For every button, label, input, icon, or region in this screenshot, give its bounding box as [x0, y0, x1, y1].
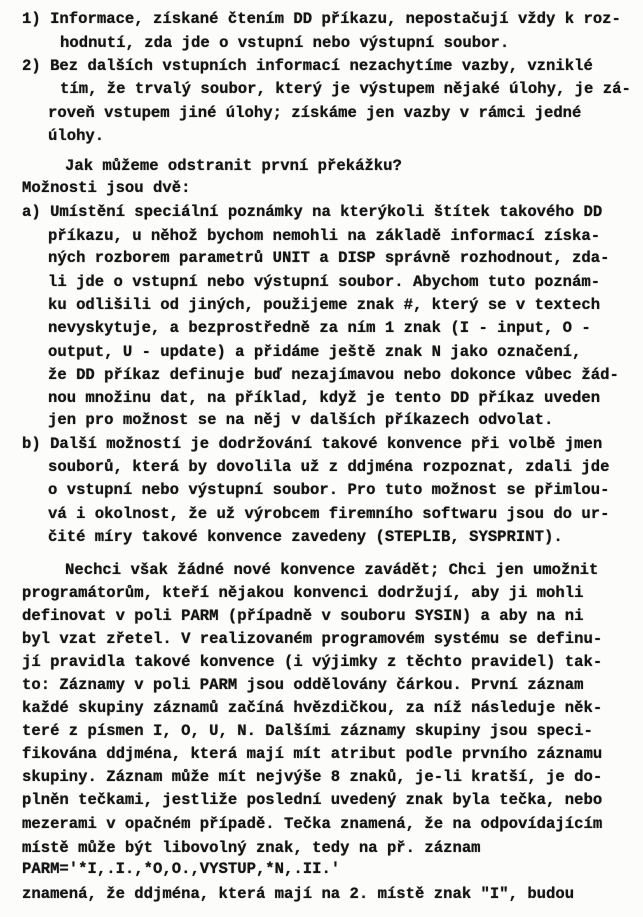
text-line: a) Umístění speciální poznámky na kterýkoli štítek takového DD [22, 203, 603, 221]
text-line: programátorům, kteří nějakou konvenci dodržují, aby ji mohli [22, 584, 584, 602]
text-line: definovat v poli PARM (případně v souboru SYSIN) a aby na ni [22, 607, 584, 625]
text-line: 1) Informace, získané čtením DD příkazu, nepostačují vždy k roz- [22, 10, 621, 28]
text-line: skupiny. Záznam může mít nejvýše 8 znaků, je-li kratší, je do- [22, 768, 603, 786]
text-line: vá i okolnost, že už výrobcem firemního softwaru jsou do ur- [48, 505, 610, 523]
text-line: čité míry takové konvence zavedeny (STEPLIB, SYSPRINT). [48, 528, 563, 546]
text-line: byl vzat zřetel. V realizovaném programovém systému se definu- [22, 630, 603, 648]
text-line: mezerami v opačném případě. Tečka znamená, že na odpovídajícím [22, 815, 603, 833]
text-line: roveň vstupem jiné úlohy; získáme jen vazby v rámci jedné [48, 104, 582, 122]
text-line: output, U - update) a přidáme ještě znak N jako označení, [48, 343, 582, 361]
text-line: 2) Bez dalších vstupních informací nezachytíme vazby, vzniklé [22, 57, 593, 75]
text-line: příkazu, u něhož bychom nemohli na základě informací získa- [48, 227, 601, 245]
text-line: plněn tečkami, jestliže poslední uvedený znak byla tečka, nebo [22, 791, 603, 809]
text-line: ných rozborem parametrů UNIT a DISP správně rozhodnout, zda- [48, 249, 610, 267]
text-line: ku odlišili od jiných, použijeme znak #, který se v textech [48, 296, 601, 314]
text-line: li jde o vstupní nebo výstupní soubor. Abychom tuto poznám- [48, 273, 601, 291]
options-heading: Možnosti jsou dvě: [22, 179, 191, 197]
text-line: místě může být libovolný znak, tedy na př. záznam [22, 839, 481, 857]
code-example-line: PARM='*I,.I.,*O,O.,VYSTUP,*N,.II.' [22, 860, 341, 878]
text-line: Nechci však žádné nové konvence zavádět; Chci jen umožnit [65, 561, 599, 579]
text-line: fikována ddjména, která mají mít atribut podle prvního záznamu [22, 745, 603, 763]
text-line: to: Záznamy v poli PARM jsou oddělovány čárkou. První záznam [22, 676, 584, 694]
text-line: nou množinu dat, na příklad, když je tento DD příkaz uveden [48, 389, 601, 407]
text-line: znamená, že ddjména, která mají na 2. místě znak "I", budou [22, 885, 575, 903]
text-line: hodnutí, zda jde o vstupní nebo výstupní soubor. [60, 34, 510, 52]
text-line: každé skupiny záznamů začíná hvězdičkou, za níž následuje něk- [22, 699, 603, 717]
text-line: nevyskytuje, a bezprostředně za ním 1 znak (I - input, O - [48, 319, 591, 337]
question-line: Jak můžeme odstranit první překážku? [65, 157, 402, 175]
text-line: úlohy. [48, 127, 105, 145]
text-line: teré z písmen I, O, U, N. Dalšími záznamy skupiny jsou speci- [22, 722, 593, 740]
text-line: tím, že trvalý soubor, který je výstupem nějaké úlohy, je zá- [60, 80, 631, 98]
text-line: souborů, která by dovolila už z ddjména rozpoznat, zdali jde [48, 458, 610, 476]
text-line: o vstupní nebo výstupní soubor. Pro tuto možnost se přimlou- [48, 481, 610, 499]
text-line: jen pro možnost se na něj v dalších příkazech odvolat. [48, 411, 554, 429]
text-line: b) Další možností je dodržování takové konvence při volbě jmen [22, 435, 603, 453]
text-line: jí pravidla takové konvence (i výjimky z těchto pravidel) tak- [22, 653, 603, 671]
text-line: že DD příkaz definuje buď nezajímavou nebo dokonce vůbec žád- [48, 366, 619, 384]
